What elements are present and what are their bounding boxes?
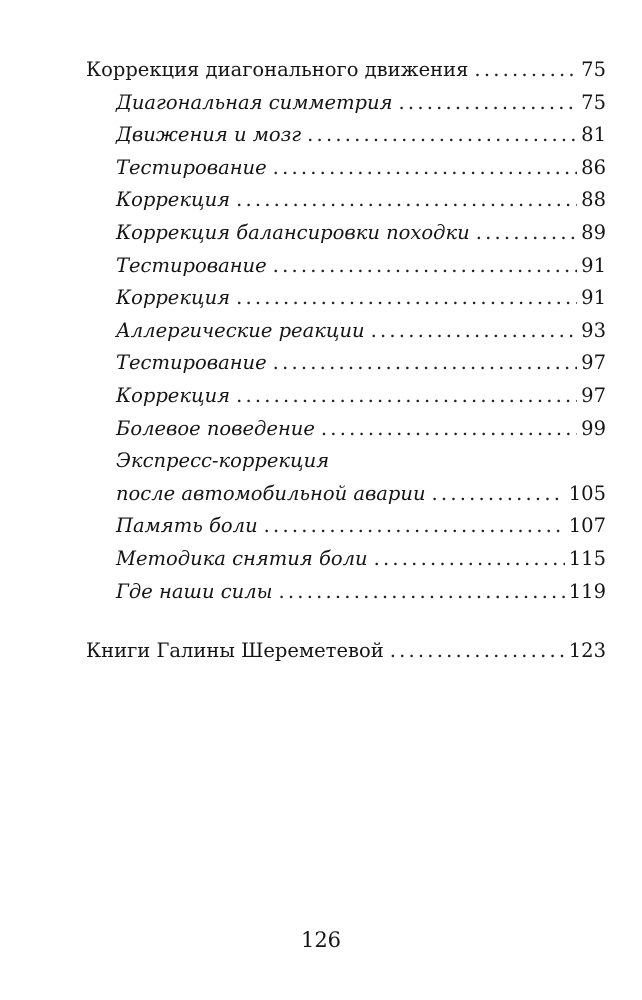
toc-entry-title: Методика снятия боли xyxy=(116,546,368,570)
dot-leader xyxy=(399,87,578,120)
toc-entry[interactable] xyxy=(86,119,606,152)
toc-entry-title: Коррекция диагонального движения xyxy=(86,58,469,81)
toc-entry-page: 75 xyxy=(581,90,606,114)
toc-entry-page: 119 xyxy=(568,579,606,603)
dot-leader xyxy=(307,119,577,152)
toc-entry[interactable] xyxy=(86,184,606,217)
toc-entry[interactable] xyxy=(86,152,606,185)
toc-entry-title: Где наши силы xyxy=(116,579,273,603)
toc-entry[interactable] xyxy=(86,635,606,668)
table-of-contents xyxy=(86,54,606,668)
toc-entry[interactable] xyxy=(86,380,606,413)
toc-entry[interactable] xyxy=(86,347,606,380)
toc-entry-title-line: Экспресс-коррекция xyxy=(116,449,330,473)
dot-leader xyxy=(432,478,565,511)
toc-entry-title: Коррекция балансировки походки xyxy=(116,220,470,244)
toc-entry-page: 97 xyxy=(581,351,606,375)
dot-leader xyxy=(236,282,577,315)
dot-leader xyxy=(273,250,578,283)
dot-leader xyxy=(273,152,578,185)
dot-leader xyxy=(371,315,578,348)
dot-leader xyxy=(264,510,565,543)
toc-entry-title: Тестирование xyxy=(116,155,267,179)
toc-entry-title: Память боли xyxy=(116,514,258,538)
dot-leader xyxy=(474,54,577,87)
dot-leader xyxy=(476,217,577,250)
dot-leader xyxy=(279,576,565,609)
dot-leader xyxy=(374,543,565,576)
dot-leader xyxy=(273,347,578,380)
toc-entry-title: Коррекция xyxy=(116,286,231,310)
toc-entry-page: 99 xyxy=(581,416,606,440)
toc-entry[interactable] xyxy=(86,315,606,348)
toc-entry-title: Аллергические реакции xyxy=(116,318,365,342)
toc-entry-page: 115 xyxy=(568,546,606,570)
toc-entry[interactable] xyxy=(86,87,606,120)
toc-entry-page: 88 xyxy=(581,188,606,212)
dot-leader xyxy=(321,413,577,446)
toc-entry[interactable] xyxy=(86,413,606,446)
dot-leader xyxy=(236,380,577,413)
toc-entry[interactable] xyxy=(86,282,606,315)
dot-leader xyxy=(236,184,577,217)
toc-entry[interactable] xyxy=(86,217,606,250)
toc-entry[interactable] xyxy=(86,510,606,543)
toc-entry-page: 107 xyxy=(568,514,606,538)
dot-leader xyxy=(390,635,565,668)
toc-entry-page: 91 xyxy=(581,253,606,277)
toc-entry-page: 123 xyxy=(568,639,606,663)
toc-entry-title: Движения и мозг xyxy=(116,123,302,147)
page-number: 126 xyxy=(300,928,342,952)
toc-entry-first-line[interactable] xyxy=(86,445,606,478)
toc-entry-title: после автомобильной аварии xyxy=(116,481,426,505)
toc-entry[interactable] xyxy=(86,576,606,609)
toc-entry-page: 97 xyxy=(581,383,606,407)
toc-entry-page: 89 xyxy=(581,220,606,244)
toc-entry-title: Тестирование xyxy=(116,253,267,277)
toc-entry-title: Болевое поведение xyxy=(116,416,315,440)
toc-entry-title: Книги Галины Шереметевой xyxy=(86,639,384,663)
toc-entry-page: 105 xyxy=(568,481,606,505)
toc-entry-title: Коррекция xyxy=(116,188,231,212)
toc-entry-page: 93 xyxy=(581,318,606,342)
toc-entry-title: Коррекция xyxy=(116,383,231,407)
toc-entry-title: Тестирование xyxy=(116,351,267,375)
toc-entry-page: 75 xyxy=(581,58,606,81)
toc-entry[interactable] xyxy=(86,478,606,511)
toc-entry-page: 86 xyxy=(581,155,606,179)
toc-entry-page: 81 xyxy=(581,123,606,147)
toc-entry[interactable] xyxy=(86,250,606,283)
toc-entry-title: Диагональная симметрия xyxy=(116,90,393,114)
toc-entry-page: 91 xyxy=(581,286,606,310)
toc-entry[interactable] xyxy=(86,543,606,576)
toc-entry[interactable] xyxy=(86,54,606,87)
